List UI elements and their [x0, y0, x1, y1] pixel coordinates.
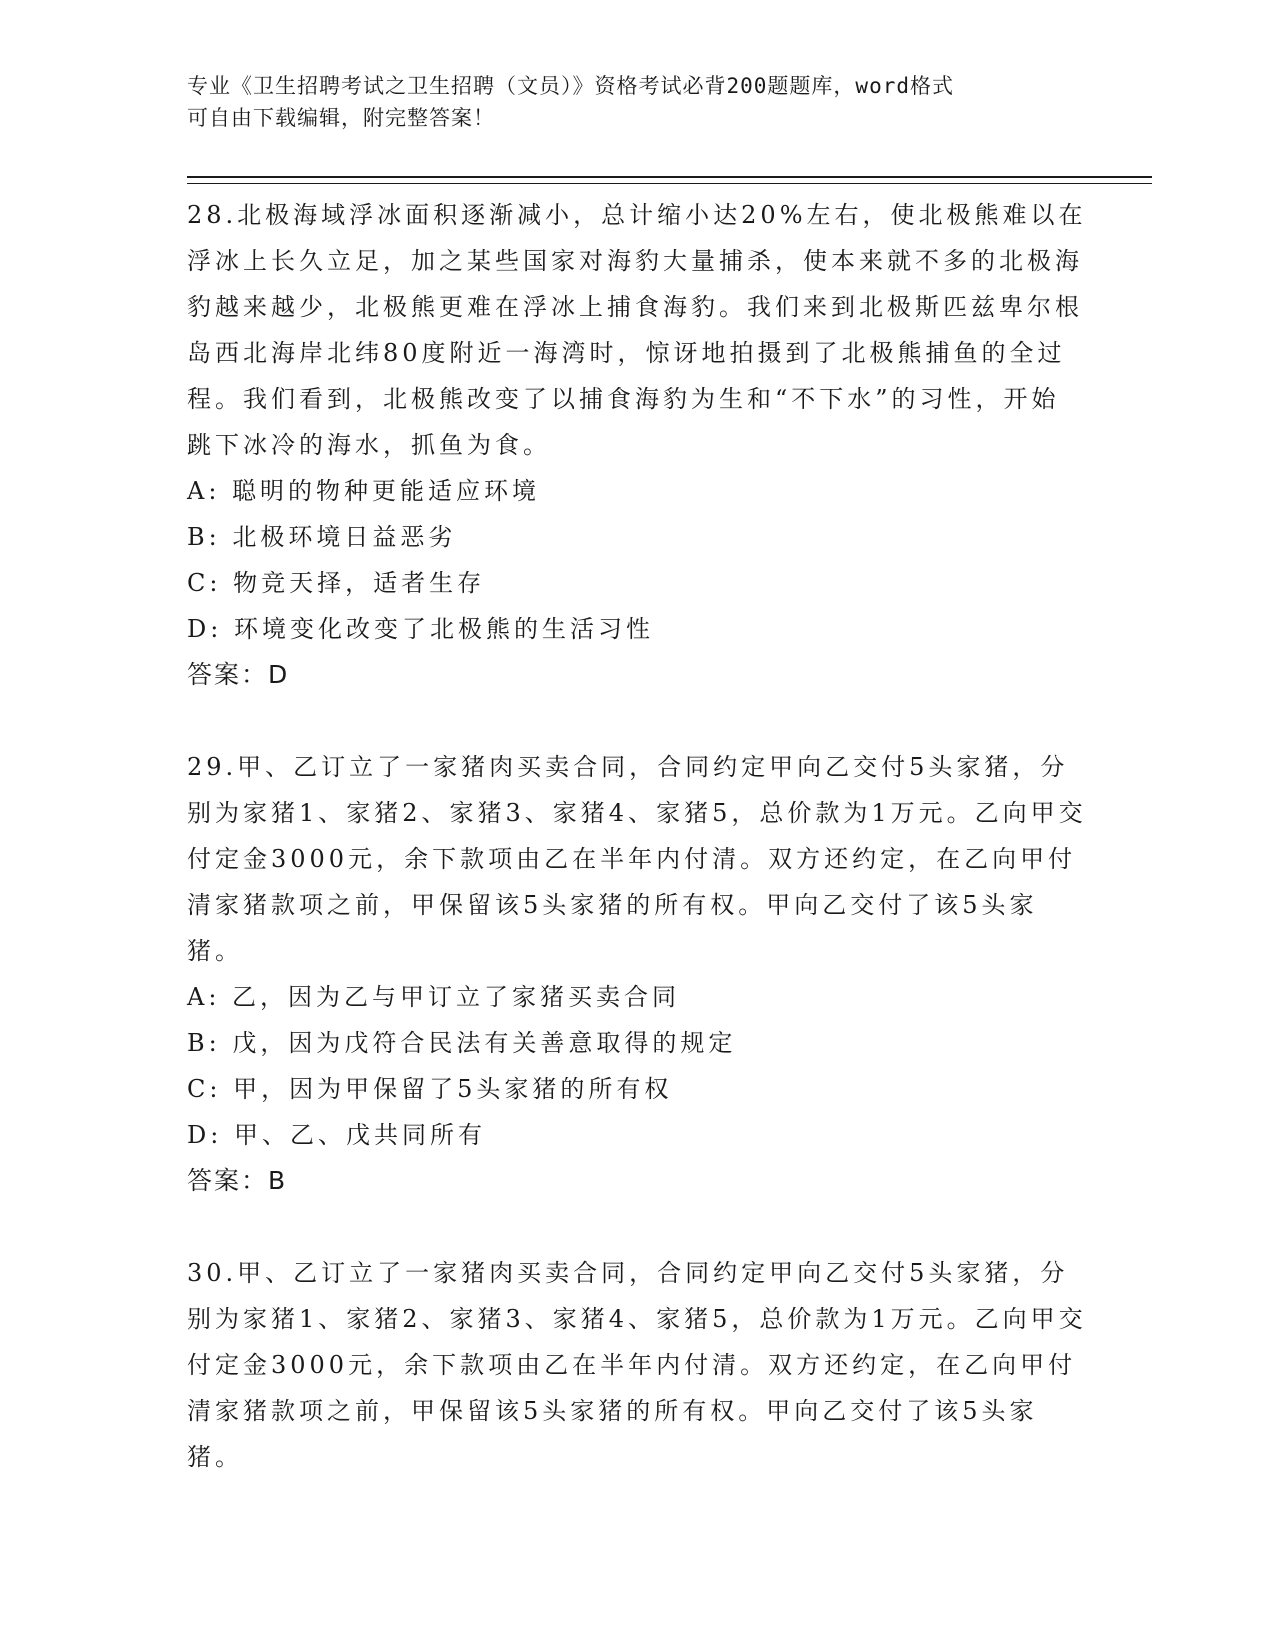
question-stem: 30.甲、乙订立了一家猪肉买卖合同，合同约定甲向乙交付5头家猪，分别为家猪1、家猪2、家猪3、家猪4、家猪5，总价款为1万元。乙向甲交付定金3000元，余下款项由乙在半年内付清。双方还约定，在乙向甲付清家猪款项之前，甲保留该5头家猪的所有权。甲向乙交付了该5头家猪。: [187, 1259, 1087, 1471]
option-d: D: 环境变化改变了北极熊的生活习性: [187, 615, 654, 643]
option-b: B: 戊，因为戊符合民法有关善意取得的规定: [187, 1029, 737, 1057]
header-line-2: 可自由下载编辑，附完整答案！: [187, 106, 495, 130]
question-28: [187, 192, 1087, 698]
header-divider-thick: [187, 176, 1152, 178]
option-a: A: 乙，因为乙与甲订立了家猪买卖合同: [187, 983, 681, 1011]
answer-label: 答案：D: [187, 660, 290, 689]
question-30: [187, 1250, 1087, 1480]
option-c: C: 甲，因为甲保留了5头家猪的所有权: [187, 1075, 673, 1103]
header-line-1: 专业《卫生招聘考试之卫生招聘（文员）》资格考试必背200题题库，word格式: [187, 74, 954, 98]
option-a: A: 聪明的物种更能适应环境: [187, 477, 541, 505]
header-divider-thin: [187, 183, 1152, 184]
document-header: [187, 70, 1067, 134]
question-stem: 28.北极海域浮冰面积逐渐减小，总计缩小达20%左右，使北极熊难以在浮冰上长久立足，加之某些国家对海豹大量捕杀，使本来就不多的北极海豹越来越少，北极熊更难在浮冰上捕食海豹。我们来到北极斯匹兹卑尔根岛西北海岸北纬80度附近一海湾时，惊讶地拍摄到了北极熊捕鱼的全过程。我们看到，北极熊改变了以捕食海豹为生和“不下水”的习性，开始跳下冰冷的海水，抓鱼为食。: [187, 201, 1087, 459]
question-29: [187, 744, 1087, 1204]
option-c: C: 物竞天择，适者生存: [187, 569, 486, 597]
answer-label: 答案：B: [187, 1166, 288, 1195]
option-d: D: 甲、乙、戊共同所有: [187, 1121, 486, 1149]
option-b: B: 北极环境日益恶劣: [187, 523, 457, 551]
questions-list: [187, 192, 1087, 1526]
question-stem: 29.甲、乙订立了一家猪肉买卖合同，合同约定甲向乙交付5头家猪，分别为家猪1、家猪2、家猪3、家猪4、家猪5，总价款为1万元。乙向甲交付定金3000元，余下款项由乙在半年内付清。双方还约定，在乙向甲付清家猪款项之前，甲保留该5头家猪的所有权。甲向乙交付了该5头家猪。: [187, 753, 1087, 965]
